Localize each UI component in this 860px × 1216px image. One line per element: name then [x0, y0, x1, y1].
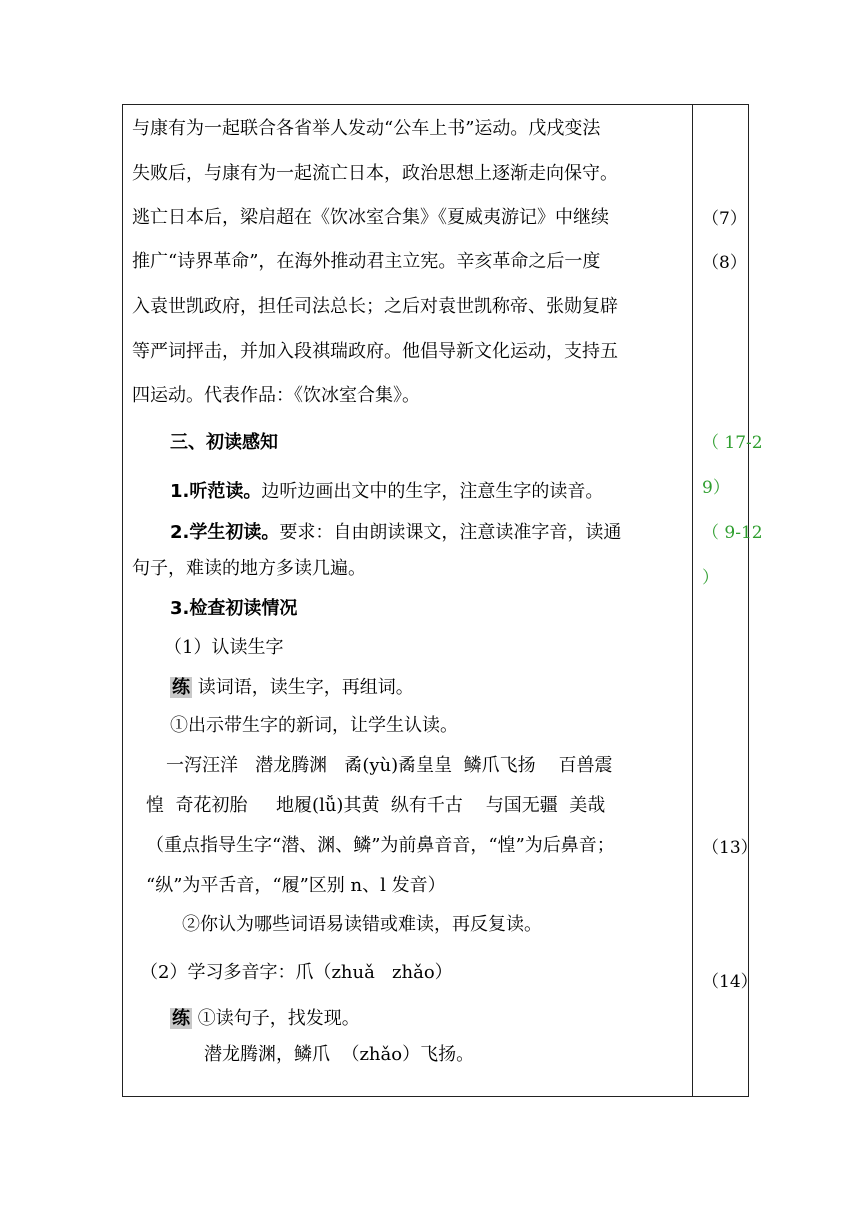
side-note: （14） — [702, 972, 758, 992]
exercise-2 — [170, 1007, 360, 1031]
example-sentence: 潜龙腾渊，鳞爪 （zhǎo）飞扬。 — [204, 1044, 475, 1065]
item-2 — [170, 521, 621, 545]
exercise-1-text: 读词语，读生字，再组词。 — [192, 677, 414, 698]
guide-line: “纵”为平舌音，“履”区别 n、l 发音） — [146, 875, 446, 896]
subsection-2: （2）学习多音字：爪（zhuǎ zhǎo） — [140, 962, 453, 983]
side-note: （13） — [702, 838, 758, 858]
item-2-text: 要求：自由朗读课文，注意读准字音，读通 — [279, 522, 622, 543]
side-note-green: （ 9-12 — [702, 523, 763, 543]
text-line: 推广“诗界革命”，在海外推动君主立宪。辛亥革命之后一度 — [132, 251, 601, 272]
item-1-label: 1.听范读。 — [170, 481, 262, 502]
item-2-cont: 句子，难读的地方多读几遍。 — [132, 558, 366, 579]
guide-line: （重点指导生字“潜、渊、鳞”为前鼻音音，“惶”为后鼻音； — [146, 835, 615, 856]
word-list-line: 惶 奇花初胎 地履(lǚ)其黄 纵有千古 与国无疆 美哉 — [146, 795, 606, 816]
item-1-text: 边听边画出文中的生字，注意生字的读音。 — [261, 481, 604, 502]
step-1: ①出示带生字的新词，让学生认读。 — [170, 715, 458, 736]
text-line: 等严词抨击，并加入段祺瑞政府。他倡导新文化运动，支持五 — [132, 341, 618, 362]
side-note-green: 9） — [702, 478, 730, 498]
practice-badge: 练 — [172, 677, 190, 698]
side-note: （8） — [702, 253, 747, 273]
text-line: 与康有为一起联合各省举人发动“公车上书”运动。戊戌变法 — [132, 118, 601, 139]
text-line: 四运动。代表作品：《饮冰室合集》。 — [132, 385, 420, 406]
side-note: （7） — [702, 209, 747, 229]
text-line: 入袁世凯政府，担任司法总长；之后对袁世凯称帝、张勋复辟 — [132, 296, 618, 317]
item-3-label: 3.检查初读情况 — [170, 598, 298, 619]
section-title: 三、初读感知 — [170, 432, 278, 453]
column-divider — [692, 104, 693, 1097]
subsection-1: （1）认读生字 — [164, 637, 284, 658]
item-1 — [170, 480, 603, 504]
side-note-green: ） — [702, 568, 719, 588]
text-line: 失败后，与康有为一起流亡日本，政治思想上逐渐走向保守。 — [132, 163, 618, 184]
text-line: 逃亡日本后，梁启超在《饮冰室合集》《夏威夷游记》中继续 — [132, 207, 609, 228]
exercise-1 — [170, 676, 414, 700]
item-2-label: 2.学生初读。 — [170, 522, 280, 543]
word-list-line: 一泻汪洋 潜龙腾渊 矞(yù)矞皇皇 鳞爪飞扬 百兽震 — [166, 755, 613, 776]
exercise-2-text: ①读句子，找发现。 — [192, 1008, 360, 1029]
side-note-green: （ 17-2 — [702, 433, 763, 453]
practice-badge: 练 — [172, 1008, 190, 1029]
step-2: ②你认为哪些词语易读错或难读，再反复读。 — [182, 914, 542, 935]
